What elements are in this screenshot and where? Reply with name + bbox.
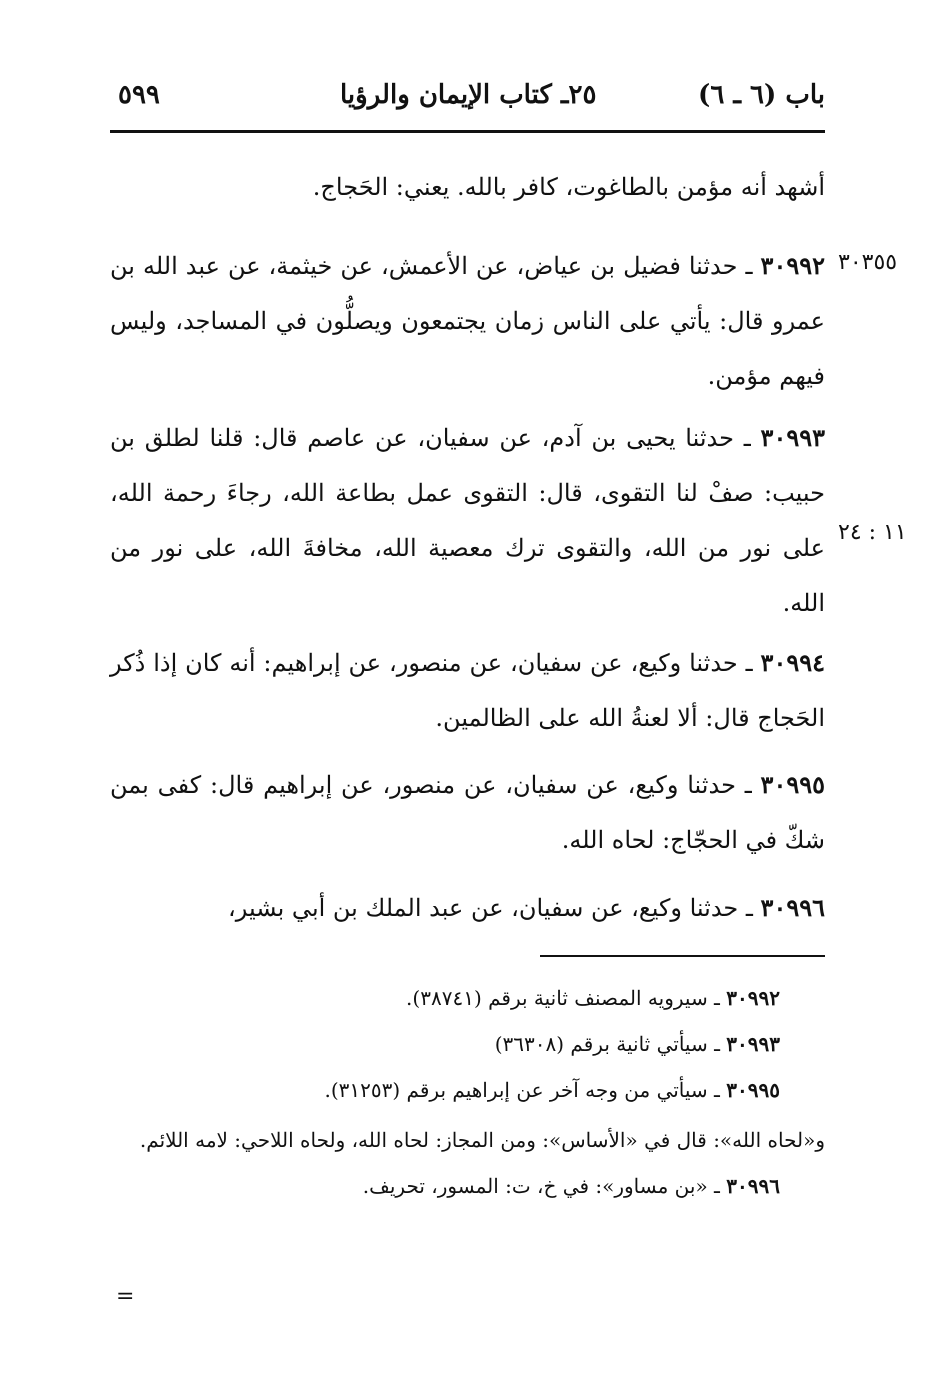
paragraph-text: ـ حدثنا وكيع، عن سفيان، عن عبد الملك بن أبي بشير، bbox=[227, 894, 761, 922]
header-divider bbox=[110, 130, 825, 133]
margin-reference: ٣٠٣٥٥ bbox=[838, 250, 898, 275]
hadith-number: ٣٠٩٩٣ bbox=[760, 423, 825, 452]
chapter-heading: باب (٦ ـ ٦) bbox=[698, 80, 825, 110]
footnote bbox=[110, 1163, 825, 1209]
footnote bbox=[110, 1067, 825, 1113]
footnote-divider bbox=[540, 955, 825, 957]
page-number: ٥٩٩ bbox=[118, 80, 160, 110]
footnote bbox=[110, 975, 825, 1021]
footnote-text: ـ سيرويه المصنف ثانية برقم (٣٨٧٤١). bbox=[406, 986, 727, 1010]
hadith-number: ٣٠٩٩٤ bbox=[760, 648, 825, 677]
paragraph-text: ـ حدثنا وكيع، عن سفيان، عن منصور، عن إبراهيم قال: كفى بمن شكّ في الحجّاج: لحاه الله. bbox=[110, 771, 825, 854]
footnote-text: و«لحاه الله»: قال في «الأساس»: ومن المجاز: لحاه الله، ولحاه اللاحي: لامه اللائم. bbox=[139, 1128, 825, 1152]
continuation-mark: = bbox=[116, 1284, 135, 1309]
footnote-text: ـ سيأتي ثانية برقم (٣٦٣٠٨) bbox=[494, 1032, 727, 1056]
footnote bbox=[110, 1021, 825, 1067]
footnote-number: ٣٠٩٩٦ bbox=[726, 1174, 780, 1198]
paragraph-text: أشهد أنه مؤمن بالطاغوت، كافر بالله. يعني: الحَجاج. bbox=[312, 173, 825, 201]
hadith-paragraph bbox=[110, 635, 825, 746]
paragraph-text: ـ حدثنا فضيل بن عياض، عن الأعمش، عن خيثمة، عن عبد الله بن عمرو قال: يأتي على الناس زمان يجتمعون ويصلُّون في المساجد، وليس فيهم مؤمن. bbox=[110, 252, 825, 390]
margin-reference: ١١ : ٢٤ bbox=[838, 520, 907, 545]
paragraph-text: ـ حدثنا وكيع، عن سفيان، عن منصور، عن إبراهيم: أنه كان إذا ذُكر الحَجاج قال: ألا لعنةُ الله على الظالمين. bbox=[110, 649, 825, 732]
footnote bbox=[110, 1117, 825, 1163]
footnote-text: ـ «بن مساور»: في خ، ت: المسور، تحريف. bbox=[362, 1174, 727, 1198]
book-title: ٢٥ـ كتاب الإيمان والرؤيا bbox=[340, 80, 597, 110]
footnote-number: ٣٠٩٩٥ bbox=[726, 1078, 780, 1102]
hadith-paragraph bbox=[110, 410, 825, 631]
hadith-paragraph bbox=[110, 757, 825, 868]
footnotes bbox=[110, 975, 825, 1209]
page-header bbox=[110, 80, 825, 130]
paragraph-text: ـ حدثنا يحيى بن آدم، عن سفيان، عن عاصم قال: قلنا لطلق بن حبيب: صفْ لنا التقوى، قال: التقوى عمل بطاعة الله، رجاءَ رحمة الله، على نور من الله، والتقوى ترك معصية الله، مخافةَ الله، على نور من الله. bbox=[110, 424, 825, 617]
hadith-number: ٣٠٩٩٥ bbox=[760, 770, 825, 799]
footnote-text: ـ سيأتي من وجه آخر عن إبراهيم برقم (٣١٢٥٣). bbox=[324, 1078, 727, 1102]
hadith-number: ٣٠٩٩٢ bbox=[760, 251, 825, 280]
hadith-number: ٣٠٩٩٦ bbox=[760, 893, 825, 922]
hadith-paragraph bbox=[110, 238, 825, 404]
footnote-number: ٣٠٩٩٣ bbox=[726, 1032, 780, 1056]
paragraph-continuation bbox=[110, 160, 825, 215]
footnote-number: ٣٠٩٩٢ bbox=[726, 986, 780, 1010]
hadith-paragraph bbox=[110, 880, 825, 936]
